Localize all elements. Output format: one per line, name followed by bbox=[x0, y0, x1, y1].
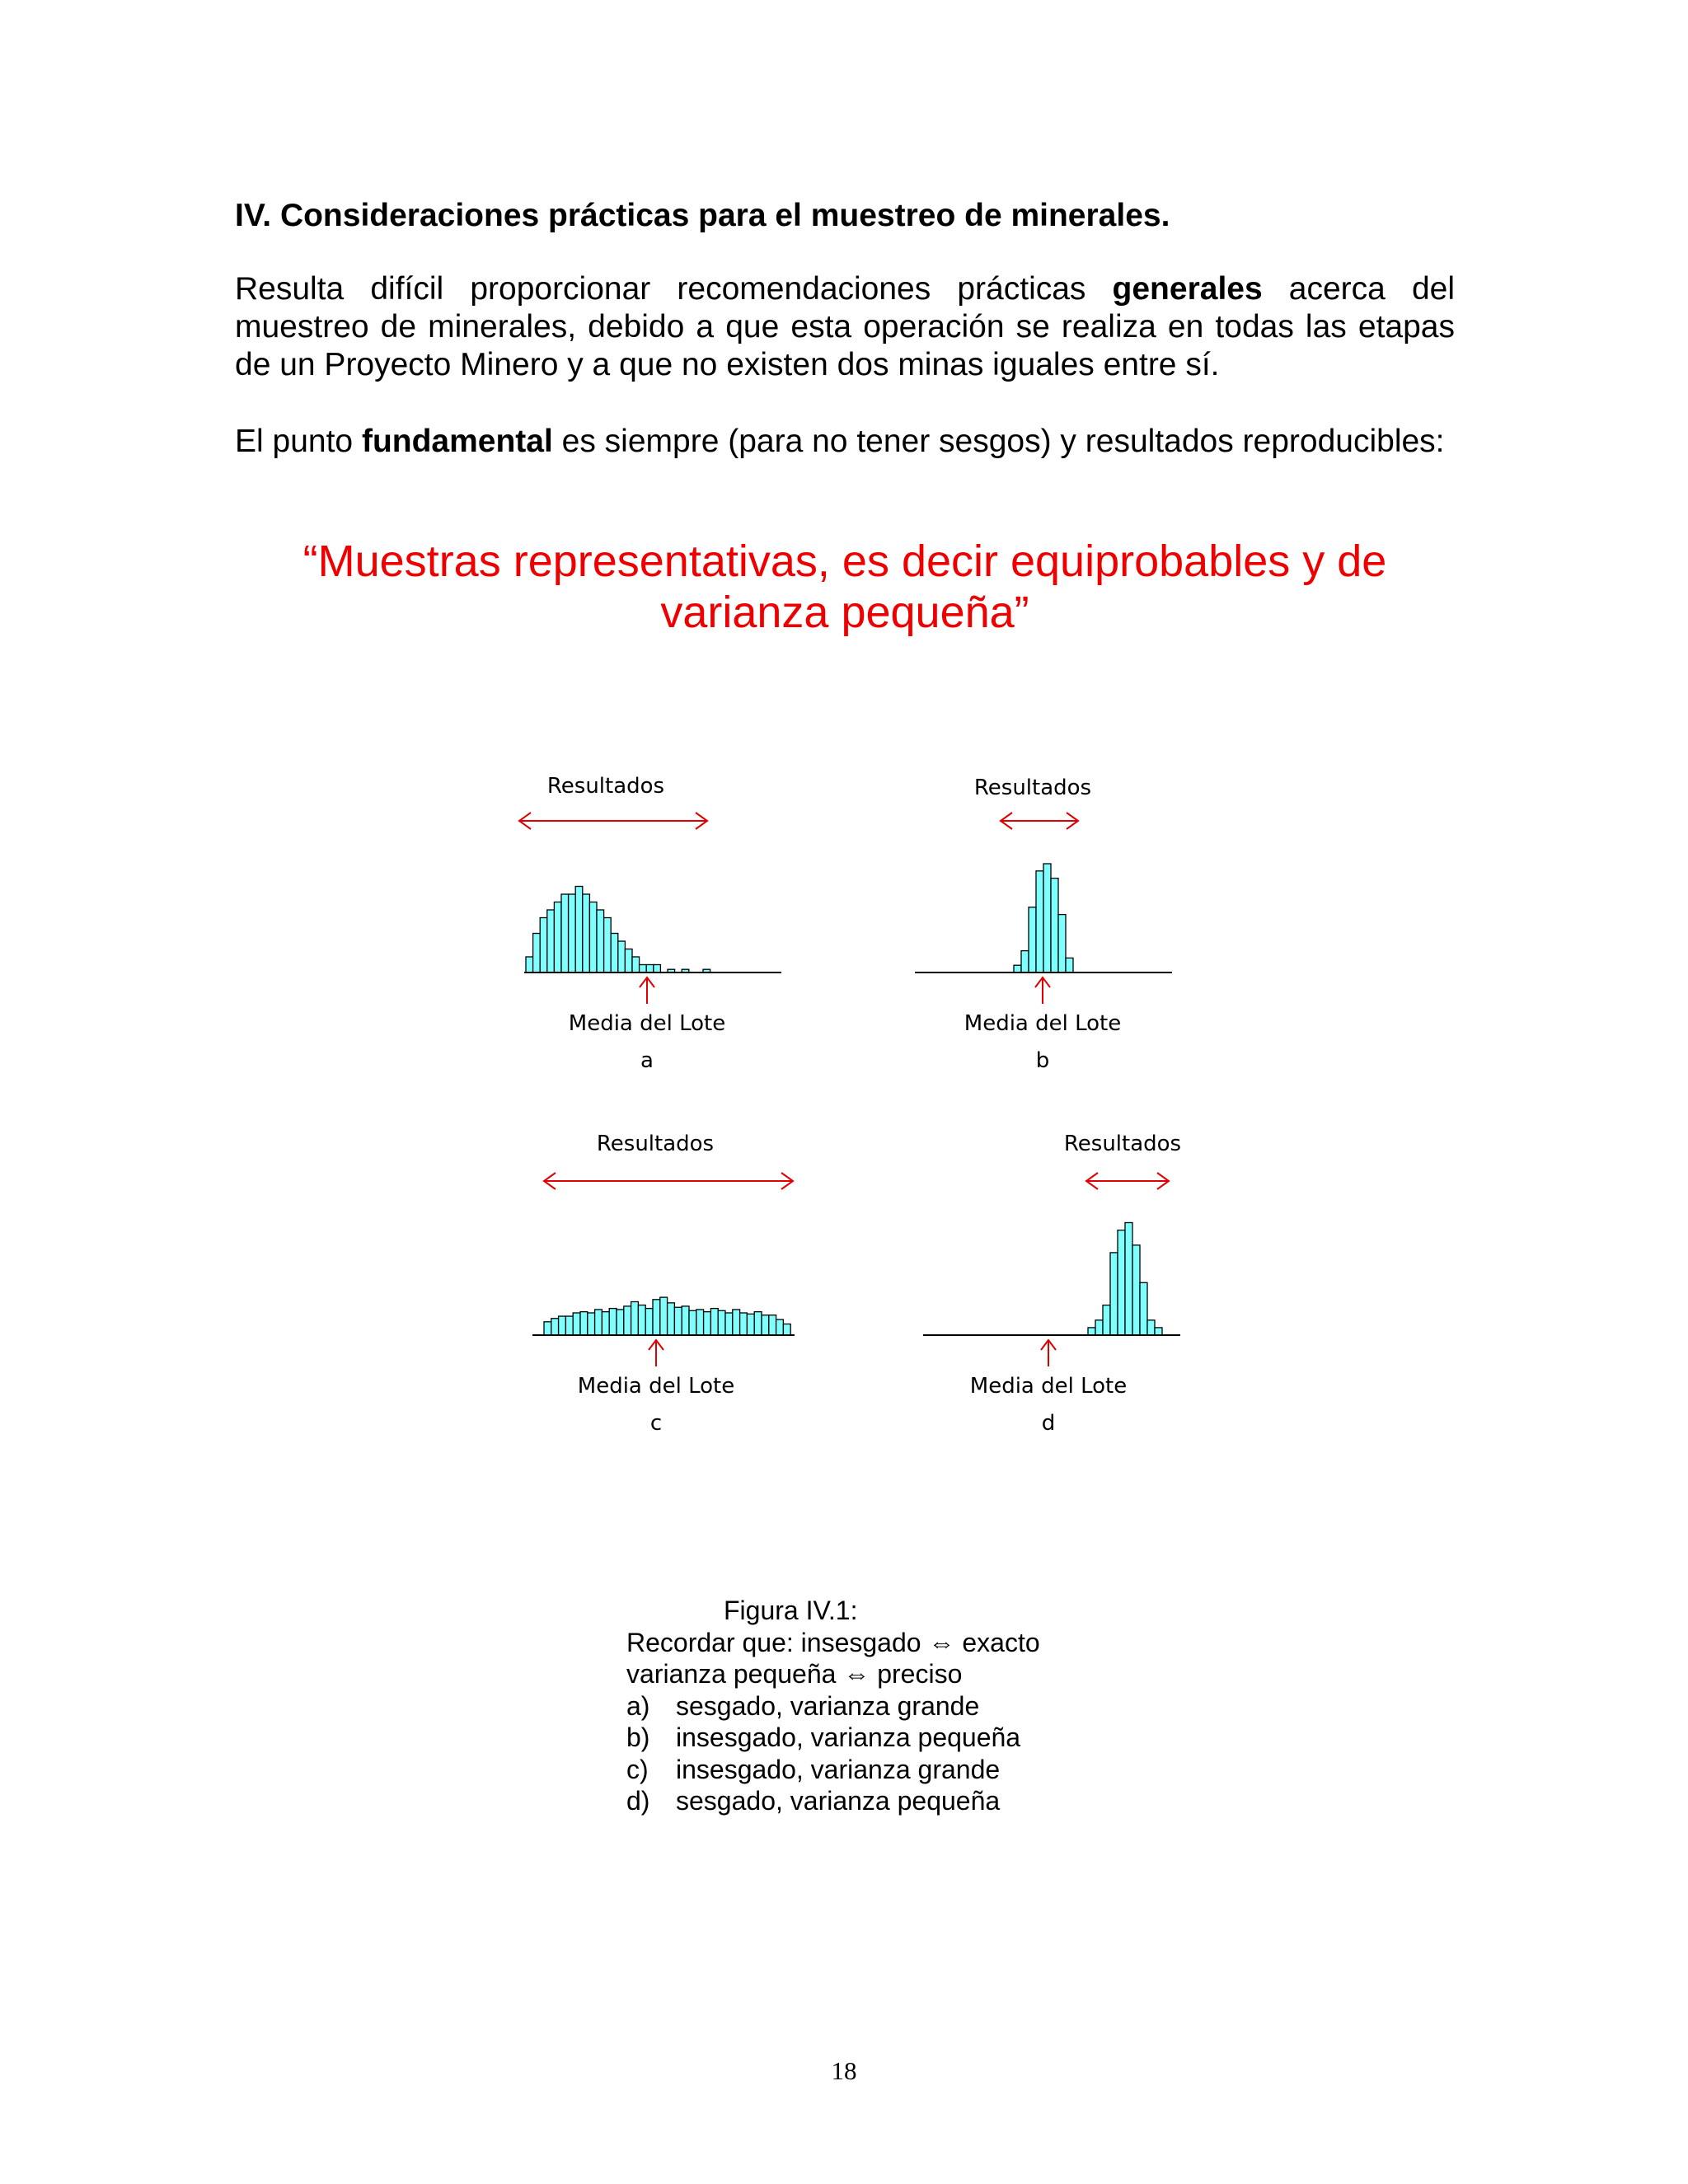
histogram-bars bbox=[1088, 1223, 1162, 1336]
histogram-figure bbox=[495, 766, 1203, 1459]
histogram-bar bbox=[554, 902, 561, 973]
histogram-bar bbox=[645, 1309, 653, 1335]
mean-arrow bbox=[649, 1340, 663, 1366]
figure-caption-item-b bbox=[626, 1722, 1203, 1754]
histogram-bar bbox=[640, 965, 647, 973]
histogram-bar bbox=[704, 1312, 711, 1335]
histogram-bar bbox=[1132, 1245, 1140, 1335]
figure-caption-item-letter: a) bbox=[626, 1690, 650, 1721]
mean-label: Media del Lote bbox=[969, 1374, 1128, 1399]
histogram-bar bbox=[573, 1313, 580, 1335]
histogram-bar bbox=[565, 1316, 573, 1335]
results-label: Resultados bbox=[973, 776, 1092, 800]
paragraph-fundamental-text-2: es siempre (para no tener sesgos) y resultados reproducibles: bbox=[552, 424, 1445, 459]
histogram-bar bbox=[559, 1316, 566, 1335]
histogram-bar bbox=[551, 1319, 559, 1335]
results-range-arrow bbox=[519, 813, 707, 829]
histogram-panel-c bbox=[532, 1132, 795, 1436]
histogram-figure-svg bbox=[495, 766, 1203, 1459]
histogram-bar bbox=[682, 1306, 689, 1335]
histogram-panel-b bbox=[915, 776, 1172, 1073]
mean-arrow bbox=[1041, 1340, 1056, 1366]
histogram-bar bbox=[624, 1306, 631, 1335]
figure-caption-list bbox=[626, 1690, 1203, 1817]
histogram-bar bbox=[618, 941, 626, 972]
histogram-bar bbox=[602, 1312, 609, 1335]
figure-caption-item-text: insesgado, varianza pequeña bbox=[676, 1722, 1021, 1752]
histogram-bar bbox=[1043, 864, 1051, 972]
histogram-bar bbox=[718, 1310, 725, 1335]
figure-caption-item-text: sesgado, varianza grande bbox=[676, 1690, 980, 1721]
histogram-bar bbox=[1066, 958, 1073, 972]
results-range-arrow bbox=[544, 1173, 793, 1189]
histogram-bar bbox=[1021, 951, 1029, 972]
figure-caption-line-2: varianza pequeña ⇔ preciso bbox=[626, 1659, 963, 1689]
histogram-bar bbox=[660, 1297, 668, 1335]
mean-label: Media del Lote bbox=[568, 1011, 726, 1036]
histogram-bar bbox=[597, 910, 604, 972]
histogram-bar bbox=[526, 957, 533, 972]
histogram-bar bbox=[769, 1315, 776, 1335]
paragraph-intro bbox=[235, 270, 1455, 384]
results-range-arrow bbox=[1001, 813, 1078, 829]
histogram-bars bbox=[1014, 864, 1073, 972]
figure-caption-item-c bbox=[626, 1754, 1203, 1786]
histogram-bar bbox=[611, 934, 618, 973]
histogram-bar bbox=[646, 965, 654, 973]
histogram-bar bbox=[561, 894, 569, 972]
highlight-quote-line-2: varianza pequeña” bbox=[660, 588, 1029, 637]
histogram-bar bbox=[1036, 871, 1043, 972]
figure-caption-item-letter: d) bbox=[626, 1786, 650, 1816]
histogram-panel-a bbox=[519, 774, 781, 1073]
histogram-bar bbox=[1014, 965, 1021, 972]
figure-caption-item-letter: b) bbox=[626, 1722, 650, 1752]
histogram-bar bbox=[533, 934, 541, 973]
figure-caption-item-text: sesgado, varianza pequeña bbox=[676, 1786, 1001, 1816]
histogram-bar bbox=[583, 894, 590, 972]
histogram-bar bbox=[595, 1310, 603, 1335]
paragraph-intro-text-1: Resulta difícil proporcionar recomendaciones prácticas bbox=[235, 271, 1113, 307]
histogram-bar bbox=[710, 1309, 718, 1335]
histogram-bar bbox=[725, 1313, 733, 1335]
histogram-bar bbox=[544, 1322, 551, 1335]
histogram-bar bbox=[1110, 1253, 1118, 1335]
histogram-bar bbox=[696, 1310, 704, 1335]
mean-label: Media del Lote bbox=[964, 1011, 1122, 1036]
panel-letter: d bbox=[1041, 1411, 1056, 1436]
histogram-bar bbox=[1125, 1223, 1132, 1336]
histogram-bar bbox=[674, 1307, 682, 1335]
highlight-quote bbox=[235, 536, 1455, 638]
paragraph-fundamental-text-1: El punto bbox=[235, 424, 362, 459]
histogram-bar bbox=[654, 965, 661, 973]
paragraph-intro-text-2: acerca del muestreo de minerales, debido a que esta operación se realiza en todas las etapas de un Proyecto Minero y a que no existen dos minas iguales entre sí. bbox=[235, 271, 1455, 382]
figure-caption-line-1: Recordar que: insesgado ⇔ exacto bbox=[626, 1627, 1040, 1657]
histogram-bar bbox=[625, 949, 632, 973]
results-range-arrow bbox=[1086, 1173, 1169, 1189]
panel-letter: c bbox=[649, 1411, 663, 1436]
page-number: 18 bbox=[831, 2056, 857, 2085]
histogram-bar bbox=[747, 1314, 754, 1335]
results-label: Resultados bbox=[546, 774, 665, 799]
histogram-bar bbox=[762, 1315, 769, 1335]
histogram-bar bbox=[609, 1309, 617, 1335]
histogram-bar bbox=[575, 887, 583, 973]
histogram-bar bbox=[740, 1313, 748, 1335]
mean-label: Media del Lote bbox=[577, 1374, 735, 1399]
histogram-bar bbox=[569, 894, 576, 972]
results-label: Resultados bbox=[1063, 1132, 1182, 1156]
figure-caption-item-letter: c) bbox=[626, 1754, 649, 1784]
histogram-bar bbox=[631, 1302, 639, 1336]
panel-letter: a bbox=[640, 1048, 654, 1073]
histogram-bar bbox=[776, 1319, 784, 1335]
histogram-bar bbox=[617, 1310, 624, 1335]
histogram-bar bbox=[589, 902, 597, 973]
histogram-bar bbox=[1147, 1320, 1155, 1335]
paragraph-fundamental-bold: fundamental bbox=[361, 424, 553, 459]
histogram-bar bbox=[638, 1305, 645, 1335]
figure-caption bbox=[626, 1595, 1203, 1817]
figure-caption-title: Figura IV.1: bbox=[724, 1596, 858, 1625]
figure-caption-item-text: insesgado, varianza grande bbox=[676, 1754, 1001, 1784]
results-label: Resultados bbox=[596, 1132, 715, 1156]
histogram-bar bbox=[783, 1324, 790, 1336]
histogram-bar bbox=[653, 1300, 660, 1335]
histogram-bar bbox=[547, 910, 555, 972]
histogram-bar bbox=[668, 1303, 675, 1335]
histogram-bar bbox=[689, 1310, 696, 1335]
histogram-bar bbox=[1140, 1282, 1147, 1335]
histogram-bars bbox=[526, 887, 710, 973]
histogram-bar bbox=[733, 1310, 740, 1335]
figure-caption-item-a bbox=[626, 1690, 1203, 1722]
mean-arrow bbox=[640, 977, 654, 1004]
histogram-bar bbox=[588, 1313, 595, 1335]
histogram-bar bbox=[1155, 1328, 1162, 1335]
histogram-bar bbox=[1088, 1328, 1095, 1335]
histogram-bars bbox=[544, 1297, 790, 1335]
panel-letter: b bbox=[1035, 1048, 1050, 1073]
histogram-panel-d bbox=[923, 1132, 1181, 1436]
histogram-bar bbox=[1103, 1305, 1110, 1335]
histogram-bar bbox=[540, 918, 547, 973]
histogram-bar bbox=[1095, 1320, 1103, 1335]
histogram-bar bbox=[1058, 915, 1066, 972]
mean-arrow bbox=[1035, 977, 1050, 1004]
paragraph-fundamental bbox=[235, 423, 1455, 461]
histogram-bar bbox=[1051, 879, 1058, 972]
histogram-bar bbox=[604, 918, 612, 973]
histogram-bar bbox=[754, 1312, 762, 1335]
section-heading: IV. Consideraciones prácticas para el muestreo de minerales. bbox=[235, 198, 1170, 233]
paragraph-intro-bold: generales bbox=[1112, 271, 1263, 307]
histogram-bar bbox=[1029, 907, 1036, 972]
histogram-bar bbox=[580, 1312, 588, 1335]
histogram-bar bbox=[1118, 1230, 1125, 1335]
figure-caption-item-d bbox=[626, 1785, 1203, 1817]
histogram-bar bbox=[632, 957, 640, 972]
highlight-quote-line-1: “Muestras representativas, es decir equiprobables y de bbox=[302, 537, 1387, 586]
